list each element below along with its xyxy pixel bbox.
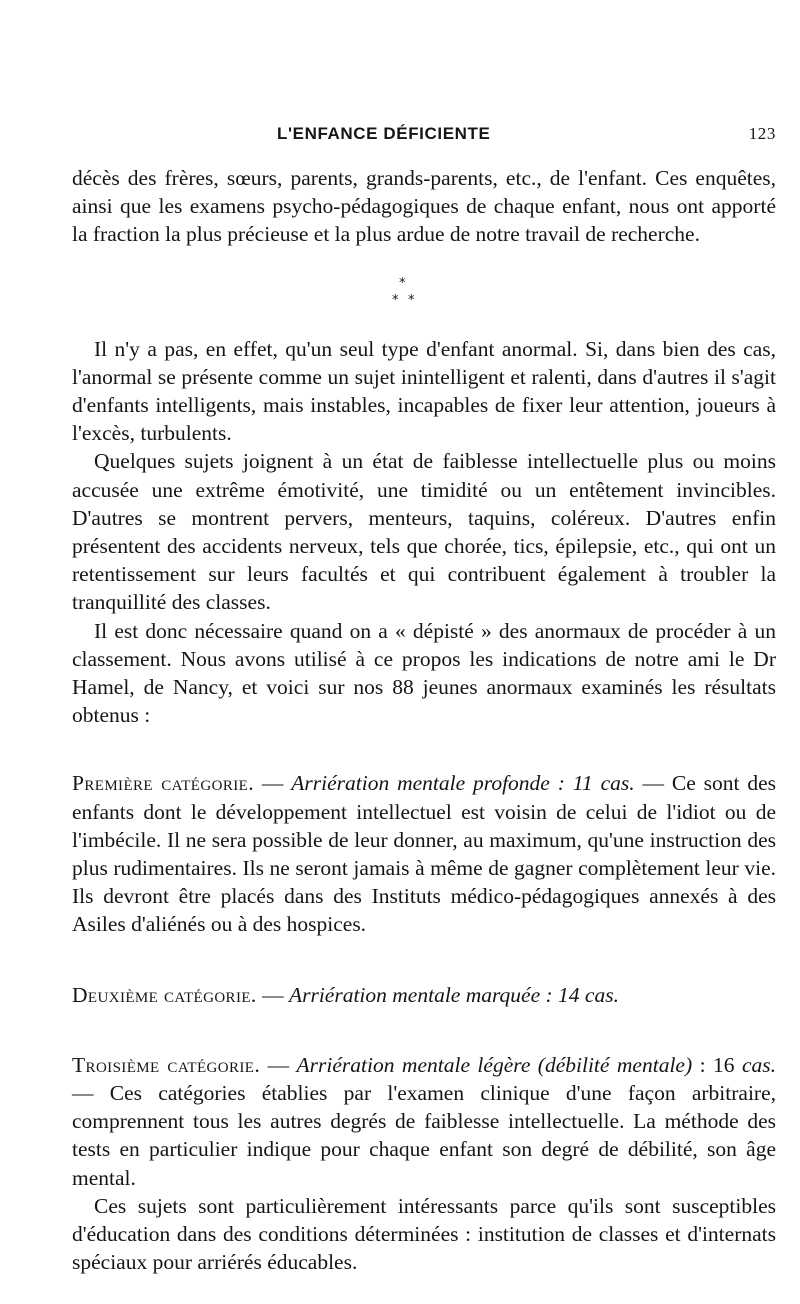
- category-first-count: : 11 cas.: [549, 771, 635, 796]
- category-first: [72, 769, 776, 938]
- category-second: [72, 981, 776, 1009]
- asterism-separator: [72, 261, 776, 319]
- category-third-dash: —: [260, 1052, 297, 1077]
- category-second-label: Deuxième catégorie.: [72, 982, 257, 1007]
- page-header: [72, 120, 776, 146]
- category-second-title: Arriération mentale marquée: [288, 982, 541, 1007]
- category-third-title: Arriération mentale légère (débilité mentale): [296, 1052, 693, 1077]
- category-second-dash: —: [256, 982, 289, 1007]
- paragraph-classification: Il est donc nécessaire quand on a « dépisté » des anormaux de procéder à un classement. Nous avons utilisé à ce propos les indications de notre ami le Dr Hamel, de Nancy, et voici sur nos 88 jeunes anormaux examinés les résultats obtenus :: [72, 618, 776, 728]
- category-first-title: Arriération mentale profonde: [291, 771, 550, 796]
- paragraph-investigations: décès des frères, sœurs, parents, grands-parents, etc., de l'enfant. Ces enquêtes, ainsi que les examens psycho-pédagogiques de chaque enfant, nous ont apporté la fraction la plus précieuse et la plus ardue de notre travail de recherche.: [72, 166, 776, 247]
- category-first-label: Première catégorie.: [72, 771, 254, 796]
- category-third: [72, 1051, 776, 1192]
- category-second-count: : 14 cas.: [540, 982, 619, 1007]
- asterism-star-right: *: [408, 292, 415, 308]
- page-number: 123: [748, 124, 776, 143]
- paragraph-educable-subjects: Ces sujets sont particulièrement intéressants parce qu'ils sont susceptibles d'éducation dans des conditions déterminées : institution de classes et d'internats spéciaux pour arriérés éducables.: [72, 1193, 776, 1275]
- category-third-count: : 16: [692, 1052, 742, 1077]
- category-first-text: — Ce sont des enfants dont le développement intellectuel est voisin de celui de l'idiot ou de l'imbécile. Il ne sera possible de leur donner, au maximum, qu'une instruction des plus rudimentaires. Ils ne seront jamais à même de gagner complètement leur vie. Ils devront être placés dans des Instituts médico-pédagogiques annexés à des Asiles d'aliénés ou à des hospices.: [72, 771, 777, 937]
- asterism-star-top: *: [399, 275, 406, 291]
- category-third-label: Troisième catégorie.: [72, 1052, 261, 1077]
- category-third-count-unit: cas.: [741, 1052, 776, 1077]
- category-first-dash: —: [253, 771, 292, 796]
- asterism-star-left: *: [392, 292, 399, 308]
- paragraph-types-of-abnormal: Il n'y a pas, en effet, qu'un seul type d'enfant anormal. Si, dans bien des cas, l'anormal se présente comme un sujet inintelligent et ralenti, dans d'autres il s'agit d'enfants intelligents, mais instables, incapables de fixer leur attention, joueurs à l'excès, turbulents.: [72, 336, 776, 446]
- paragraph-emotional-traits: Quelques sujets joignent à un état de faiblesse intellectuelle plus ou moins accusée une extrême émotivité, une timidité ou un entêtement invincibles. D'autres se montrent pervers, menteurs, taquins, coléreux. D'autres enfin présentent des accidents nerveux, tels que chorée, tics, épilepsie, etc., qui ont un retentissement sur leurs facultés et qui contribuent également à troubler la tranquillité des classes.: [72, 449, 776, 615]
- category-third-text: — Ces catégories établies par l'examen clinique d'une façon arbitraire, comprennent tous les autres degrés de faiblesse intellectuelle. La méthode des tests en particulier indique pour chaque enfant son degré de débilité, son âge mental.: [72, 1081, 776, 1190]
- book-page: [72, 120, 776, 1277]
- running-title: L'ENFANCE DÉFICIENTE: [277, 124, 491, 143]
